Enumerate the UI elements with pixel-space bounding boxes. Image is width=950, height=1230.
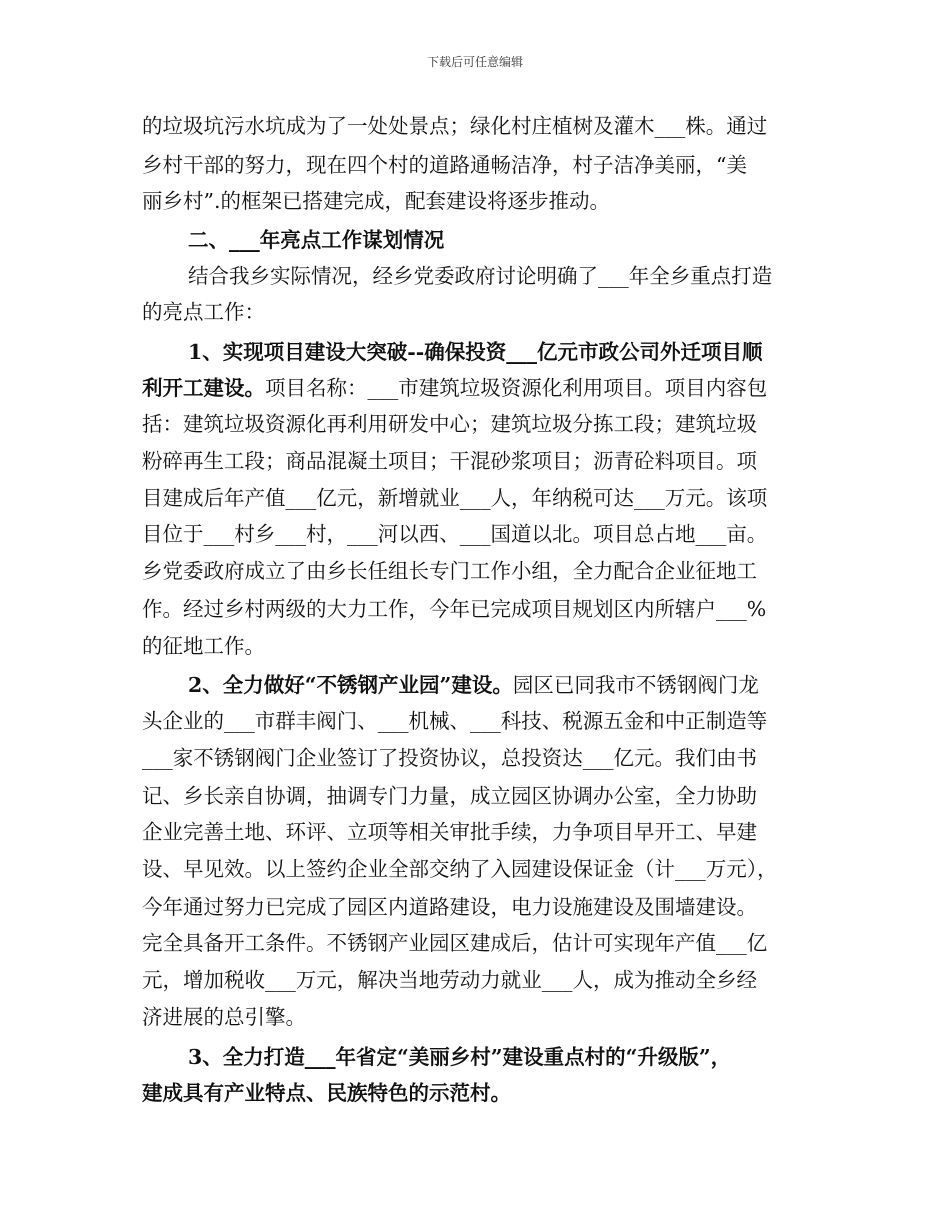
text-line: ___家不锈钢阀门企业签订了投资协议，总投资达___亿元。我们由书 <box>142 746 757 770</box>
text-line: 头企业的___市群丰阀门、___机械、___科技、税源五金和中正制造等 <box>142 709 768 733</box>
text-line: 企业完善土地、环评、立项等相关审批手续，力争项目早开工、早建 <box>142 820 757 844</box>
text-line: 的征地工作。 <box>142 634 265 658</box>
section-heading: 二、___年亮点工作谋划情况 <box>188 228 445 252</box>
text-line: 的亮点工作： <box>142 300 265 324</box>
text-line: 今年通过努力已完成了园区内道路建设，电力设施建设及围墙建设。 <box>142 895 757 919</box>
text-line: 乡党委政府成立了由乡长任组长专门工作小组，全力配合企业征地工 <box>142 559 757 583</box>
text-line <box>188 671 828 699</box>
text-line: 完全具备开工条件。不锈钢产业园区建成后，估计可实现年产值___亿 <box>142 931 768 955</box>
text-line: 丽乡村”.的框架已搭建完成，配套建设将逐步推动。 <box>142 189 610 213</box>
text-line: 元，增加税收___万元，解决当地劳动力就业___人，成为推动全乡经 <box>142 968 757 992</box>
text-line <box>142 374 832 402</box>
text-line: 济进展的总引擎。 <box>142 1005 306 1029</box>
item-heading: 利开工建设。 <box>142 376 265 400</box>
item-heading: 建成具有产业特点、民族特色的示范村。 <box>142 1081 511 1105</box>
item-heading: 1、实现项目建设大突破--确保投资___亿元市政公司外迁项目顺 <box>188 340 763 364</box>
text-line: 设、早见效。以上签约企业全部交纳了入园建设保证金（计___万元）， <box>142 857 778 881</box>
text-line: 乡村干部的努力，现在四个村的道路通畅洁净，村子洁净美丽，“美 <box>142 153 747 177</box>
text-line: 目位于___村乡___村，___河以西、___国道以北。项目总占地___亩。 <box>142 522 768 546</box>
text-line: 作。经过乡村两级的大力工作，今年已完成项目规划区内所辖户___% <box>142 597 767 621</box>
page-header: 下载后可任意编辑 <box>426 55 523 69</box>
text-line: 括：建筑垃圾资源化再利用研发中心；建筑垃圾分拣工段；建筑垃圾 <box>142 412 757 436</box>
item-heading: 3、全力打造___年省定“美丽乡村”建设重点村的“升级版”， <box>188 1045 732 1069</box>
item-heading: 2、全力做好“不锈钢产业园”建设。 <box>188 673 513 697</box>
text-span: 园区已同我市不锈钢阀门龙 <box>512 673 759 697</box>
text-line: 粉碎再生工段；商品混凝土项目；干混砂浆项目；沥青砼料项目。项 <box>142 449 757 473</box>
text-line: 目建成后年产值___亿元，新增就业___人，年纳税可达___万元。该项 <box>142 486 768 510</box>
text-line: 的垃圾坑污水坑成为了一处处景点；绿化村庄植树及灌木___株。通过 <box>142 114 768 138</box>
text-line: 记、乡长亲自协调，抽调专门力量，成立园区协调办公室，全力协助 <box>142 784 757 808</box>
text-span: 项目名称：___市建筑垃圾资源化利用项目。项目内容包 <box>265 376 768 400</box>
text-line: 结合我乡实际情况，经乡党委政府讨论明确了___年全乡重点打造 <box>188 264 773 288</box>
